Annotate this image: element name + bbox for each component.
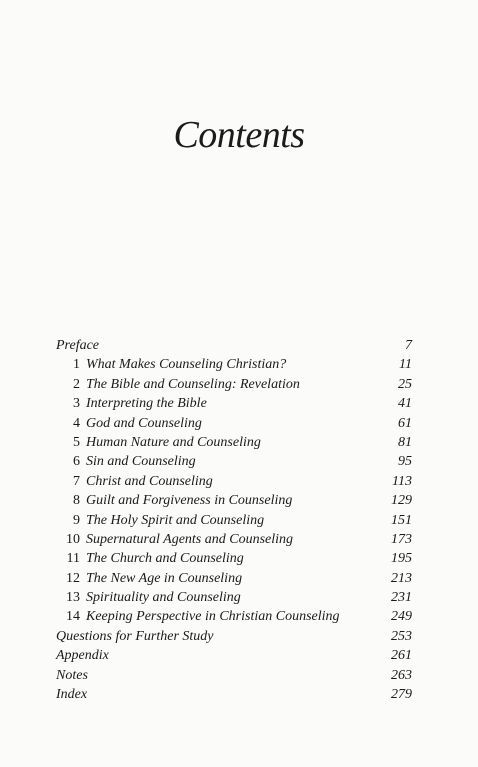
toc-entry-chapter-12 [56,569,412,588]
toc-entry-chapter-11 [56,549,412,568]
page-number: 25 [398,376,412,392]
entry-title: Interpreting the Bible [86,396,207,412]
entry-title: God and Counseling [86,415,202,431]
page-number: 129 [391,493,412,509]
entry-title: Christ and Counseling [86,473,213,489]
toc-entry-notes [56,666,412,685]
toc-entry-chapter-13 [56,588,412,607]
page-number: 249 [391,609,412,625]
entry-title: Spirituality and Counseling [86,590,241,606]
page-number: 263 [391,667,412,683]
entry-title: Sin and Counseling [86,454,196,470]
toc-entry-chapter-14 [56,607,412,626]
page-number: 173 [391,531,412,547]
toc-entry-chapter-7 [56,472,412,491]
chapter-number: 5 [73,434,80,450]
entry-title: Human Nature and Counseling [86,434,261,450]
page-number: 11 [399,357,412,373]
page-number: 253 [391,628,412,644]
chapter-number: 4 [73,415,80,431]
toc-entry-chapter-3 [56,394,412,413]
page-number: 81 [398,434,412,450]
entry-title: Appendix [56,648,109,664]
page-number: 151 [391,512,412,528]
chapter-number: 8 [73,493,80,509]
chapter-number: 12 [66,570,80,586]
toc-entry-chapter-6 [56,452,412,471]
table-of-contents [56,336,412,704]
entry-title: Guilt and Forgiveness in Counseling [86,493,293,509]
chapter-number: 1 [73,357,80,373]
toc-entry-appendix [56,646,412,665]
entry-title: The Holy Spirit and Counseling [86,512,265,528]
toc-entry-chapter-1 [56,355,412,374]
chapter-number: 9 [73,512,80,528]
page-title: Contents [173,114,305,156]
page-number: 213 [391,570,412,586]
chapter-number: 6 [73,454,80,470]
toc-entry-chapter-8 [56,491,412,510]
toc-entry-chapter-10 [56,530,412,549]
entry-title: Keeping Perspective in Christian Counseling [86,609,340,625]
page-number: 95 [398,454,412,470]
page-number: 231 [391,590,412,606]
toc-entry-chapter-2 [56,375,412,394]
chapter-number: 11 [66,551,80,567]
toc-entry-chapter-5 [56,433,412,452]
page-number: 7 [405,338,412,353]
chapter-number: 7 [73,473,80,489]
entry-title: The New Age in Counseling [86,570,243,586]
chapter-number: 14 [66,609,80,625]
entry-title: Preface [56,338,100,353]
page-number: 41 [398,396,412,412]
entry-title: Notes [56,667,88,683]
chapter-number: 3 [73,396,80,412]
page-number: 113 [392,473,412,489]
chapter-number: 10 [66,531,80,547]
chapter-number: 2 [73,376,80,392]
toc-entry-chapter-9 [56,511,412,530]
entry-title: The Bible and Counseling: Revelation [86,376,300,392]
toc-entry-chapter-4 [56,414,412,433]
toc-entry-index [56,685,412,704]
toc-entry-questions [56,627,412,646]
chapter-number: 13 [66,590,80,606]
toc-entry-preface [56,336,412,355]
entry-title: What Makes Counseling Christian? [86,357,287,373]
entry-title: Index [56,687,88,703]
entry-title: Supernatural Agents and Counseling [86,531,294,547]
entry-title: Questions for Further Study [56,628,214,644]
entry-title: The Church and Counseling [86,551,244,567]
page-number: 61 [398,415,412,431]
page-number: 279 [391,687,412,703]
page-number: 195 [391,551,412,567]
page-number: 261 [391,648,412,664]
